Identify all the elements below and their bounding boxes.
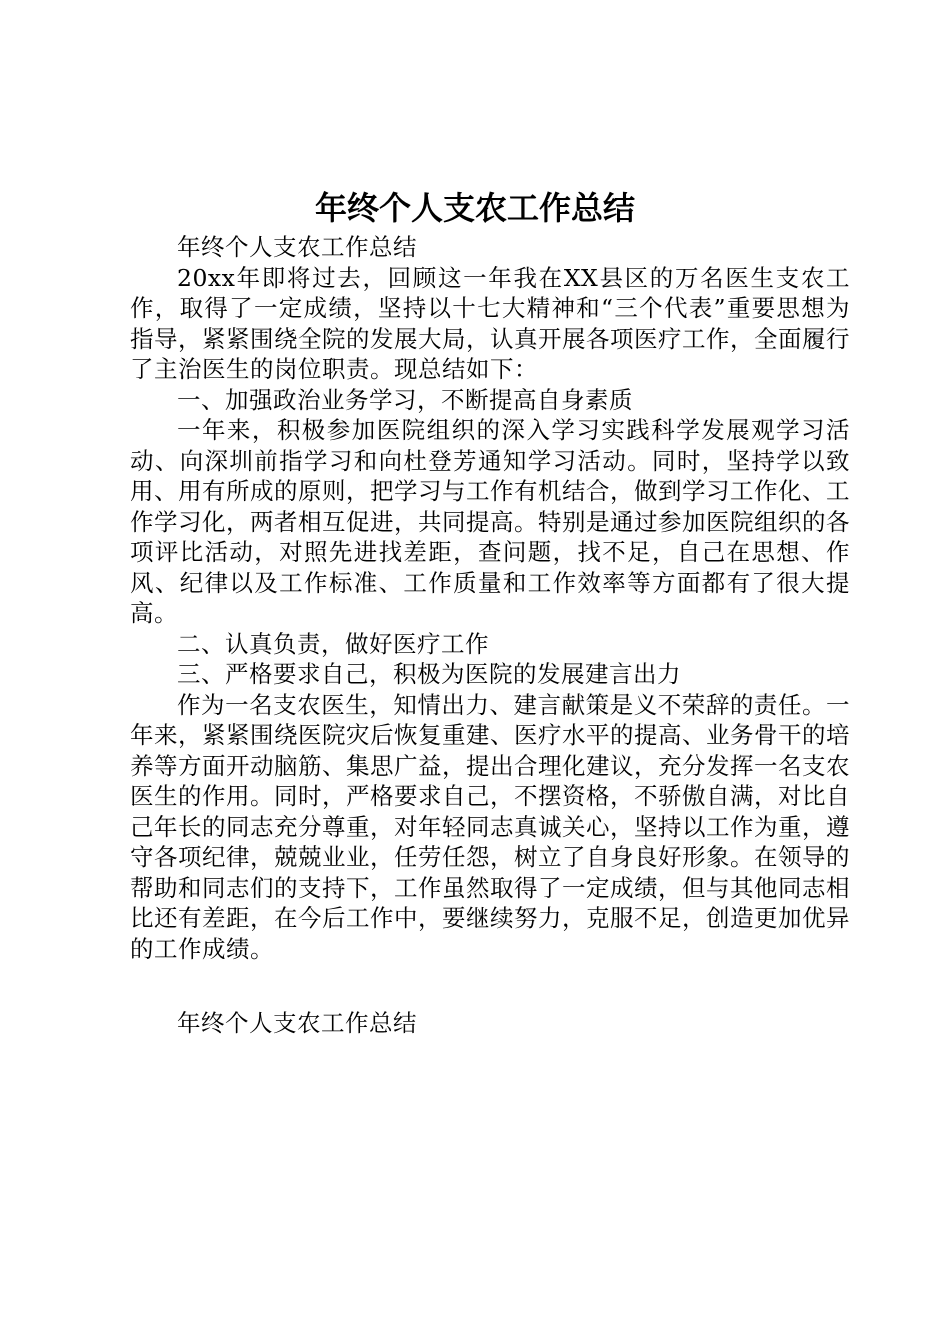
document-title: 年终个人支农工作总结	[314, 189, 635, 227]
document-subtitle: 年终个人支农工作总结	[177, 233, 417, 261]
document-body	[130, 232, 850, 1039]
section-1-paragraph: 一年来，积极参加医院组织的深入学习实践科学发展观学习活动、向深圳前指学习和向杜登芳通知学习活动。同时，坚持学以致用、用有所成的原则，把学习与工作有机结合，做到学习工作化、工作学习化，两者相互促进，共同提高。特别是通过参加医院组织的各项评比活动，对照先进找差距，查问题，找不足，自己在思想、作风、纪律以及工作标准、工作质量和工作效率等方面都有了很大提高。	[130, 416, 850, 627]
intro-paragraph: 20xx年即将过去，回顾这一年我在XX县区的万名医生支农工作，取得了一定成绩，坚持以十七大精神和“三个代表”重要思想为指导，紧紧围绕全院的发展大局，认真开展各项医疗工作，全面履行了主治医生的岗位职责。现总结如下：	[130, 263, 850, 383]
section-1-heading: 一、加强政治业务学习，不断提高自身素质	[177, 385, 633, 414]
paragraph-gap	[130, 964, 850, 1008]
section-2-heading: 二、认真负责，做好医疗工作	[177, 629, 489, 658]
section-3-paragraph: 作为一名支农医生，知情出力、建言献策是义不荣辞的责任。一年来，紧紧围绕医院灾后恢复重建、医疗水平的提高、业务骨干的培养等方面开动脑筋、集思广益，提出合理化建议，充分发挥一名支农医生的作用。同时，严格要求自己，不摆资格，不骄傲自满，对比自己年长的同志充分尊重，对年轻同志真诚关心，坚持以工作为重，遵守各项纪律，兢兢业业，任劳任怨，树立了自身良好形象。在领导的帮助和同志们的支持下，工作虽然取得了一定成绩，但与其他同志相比还有差距，在今后工作中，要继续努力，克服不足，创造更加优异的工作成绩。	[130, 690, 850, 963]
footer-title: 年终个人支农工作总结	[177, 1009, 417, 1037]
section-3-heading: 三、严格要求自己，积极为医院的发展建言出力	[177, 660, 681, 688]
